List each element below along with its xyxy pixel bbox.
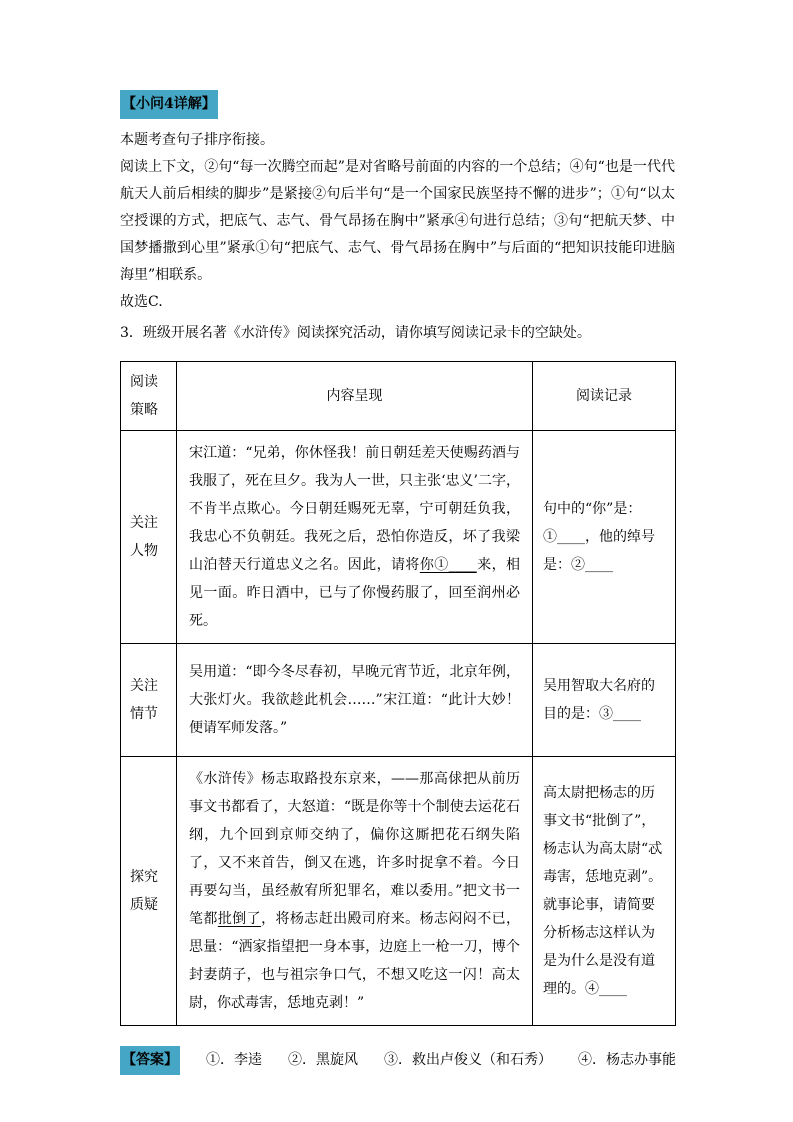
answer-item-1: ①．李逵 — [206, 1052, 262, 1068]
section-header: 【小问4详解】 — [120, 90, 218, 119]
answer-line — [120, 1046, 675, 1075]
conclusion-text: 故选C. — [120, 294, 163, 310]
content-cell: 宋江道：“兄弟，你休怪我！前日朝廷差天使赐药酒与我服了，死在旦夕。我为人一世，只主张‘忠义’二字，不肯半点欺心。今日朝廷赐死无辜，宁可朝廷负我，我忠心不负朝廷。我死之后，恐怕你造反，坏了我梁山泊替天行道忠义之名。因此，请将你①____来，相见一面。昨日酒中，已与了你慢药服了，回至润州必死。 — [177, 431, 533, 644]
content-cell: 《水浒传》杨志取路投东京来，——那高俅把从前历事文书都看了，大怒道：“既是你等十个制使去运花石纲，九个回到京师交纳了，偏你这厮把花石纲失陷了，又不来首告，倒又在逃，许多时捉拿不着。今日再要勾当，虽经赦宥所犯罪名，难以委用。”把文书一笔都批倒了，将杨志赶出殿司府来。杨志闷闷不已，思量：“洒家指望把一身本事，边庭上一枪一刀，博个封妻荫子，也与祖宗争口气，不想又吃这一闪！高太尉，你忒毒害，恁地克剥！” — [177, 757, 533, 1026]
reading-record-table — [120, 361, 676, 1026]
record-cell: 句中的“你”是：①____，他的绰号是：②____ — [533, 431, 676, 644]
strategy-cell: 探究质疑 — [121, 757, 177, 1026]
table-row-plot — [121, 644, 676, 757]
answer-label: 【答案】 — [120, 1046, 180, 1075]
col-header-content: 内容呈现 — [177, 362, 533, 431]
answer-item-3: ③．救出卢俊义（和石秀） — [384, 1052, 552, 1068]
answer-item-4: ④．杨志办事能 — [578, 1052, 676, 1068]
strategy-cell: 关注情节 — [121, 644, 177, 757]
table-header-row — [121, 362, 676, 431]
section-header-line — [120, 90, 675, 119]
question-text: 3．班级开展名著《水浒传》阅读探究活动，请你填写阅读记录卡的空缺处。 — [120, 325, 591, 341]
analysis-text: 阅读上下文，②句“每一次腾空而起”是对省略号前面的内容的一个总结；④句“也是一代代航天人前后相续的脚步”是紧接②句后半句“是一个国家民族坚持不懈的进步”；①句“以太空授课的方式，把底气、志气、骨气昂扬在胸中”紧承④句进行总结；③句“把航天梦、中国梦播撒到心里”紧承①句“把底气、志气、骨气昂扬在胸中”与后面的“把知识技能印进脑海里”相联系。 — [120, 159, 675, 283]
table-row-inquiry — [121, 757, 676, 1026]
strategy-cell: 关注人物 — [121, 431, 177, 644]
intro-text: 本题考查句子排序衔接。 — [120, 132, 274, 148]
answer-item-2: ②．黑旋风 — [288, 1052, 358, 1068]
content-cell: 吴用道：“即今冬尽春初，早晚元宵节近，北京年例，大张灯火。我欲趁此机会……”宋江道：“此计大妙！便请军师发落。” — [177, 644, 533, 757]
col-header-strategy: 阅读策略 — [121, 362, 177, 431]
record-cell: 吴用智取大名府的目的是：③____ — [533, 644, 676, 757]
table-row-characters — [121, 431, 676, 644]
col-header-record: 阅读记录 — [533, 362, 676, 431]
record-cell: 高太尉把杨志的历事文书“批倒了”，杨志认为高太尉“忒毒害，恁地克剥”。就事论事，请简要分析杨志这样认为是为什么是没有道理的。④____ — [533, 757, 676, 1026]
